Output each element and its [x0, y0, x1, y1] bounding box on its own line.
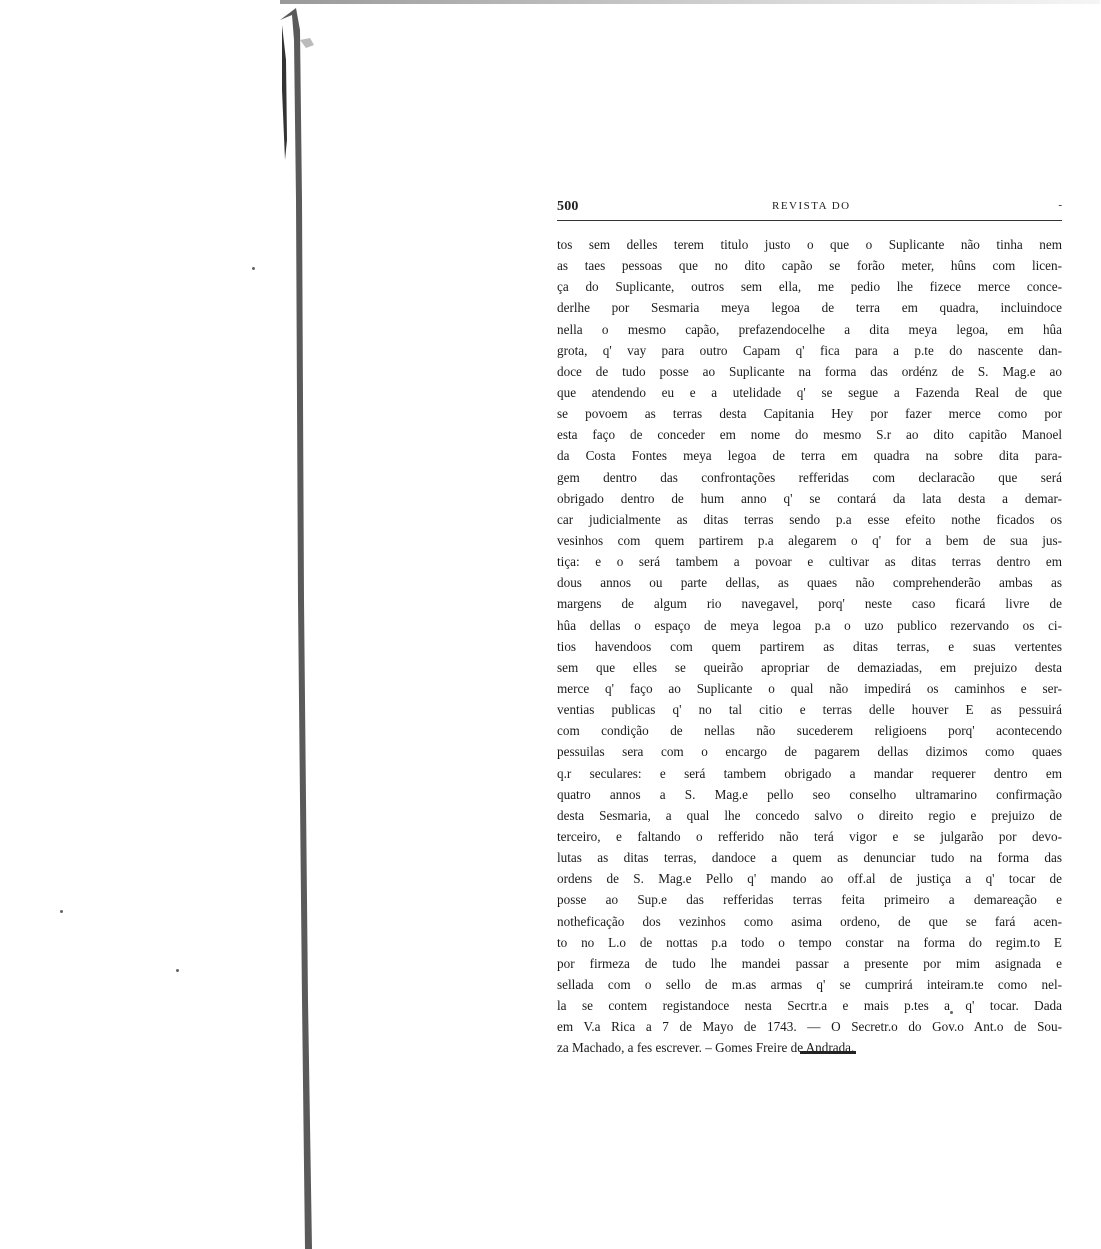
text-line: notheficação dos vezinhos como asima ordeno, de que se fará acen- — [557, 913, 1062, 929]
text-line: la se contem registandoce nesta Secrtr.a e mais p.tes a q' tocar. Dada — [557, 998, 1062, 1014]
page-binding-shadow — [270, 0, 320, 1249]
running-title: REVISTA DO — [772, 200, 851, 212]
text-line: por firmeza de tudo lhe mandei passar a presente por mim asignada e — [557, 955, 1062, 971]
text-line: ventias publicas q' no tal citio e terras delle houver E as pessuirá — [557, 702, 1062, 718]
text-line: da Costa Fontes meya legoa de terra em quadra na sobre dita para- — [557, 448, 1062, 464]
scan-speck — [60, 910, 63, 913]
text-line: gem dentro das confrontações refferidas com declaracão que será — [557, 469, 1062, 485]
text-line: terceiro, e faltando o refferido não terá vigor e se julgarão por devo- — [557, 828, 1062, 844]
text-line: q.r seculares: e será tambem obrigado a mandar requerer dentro em — [557, 765, 1062, 781]
scan-top-streak — [280, 0, 1100, 4]
text-line: sellada com o sello de m.as armas q' se cumprirá inteiram.te como nel- — [557, 976, 1062, 992]
text-line: desta Sesmaria, a qual lhe concedo salvo o direito regio e prejuizo de — [557, 807, 1062, 823]
text-line: tiça: e o será tambem a povoar e cultivar as ditas terras dentro em — [557, 554, 1062, 570]
scan-speck — [252, 267, 255, 270]
text-line: ça do Suplicante, outros sem ella, me pedio lhe fizece merce conce- — [557, 279, 1062, 295]
text-line: obrigado dentro de hum anno q' se contará da lata desta a demar- — [557, 490, 1062, 506]
text-line: ordens de S. Mag.e Pello q' mando ao off.al de justiça a q' tocar de — [557, 871, 1062, 887]
text-line: vesinhos com quem partirem p.a alegarem o q' for a bem de sua jus- — [557, 532, 1062, 548]
text-line: car judicialmente as ditas terras sendo p.a esse efeito nothe ficados os — [557, 511, 1062, 527]
text-line: em V.a Rica a 7 de Mayo de 1743. — O Secretr.o do Gov.o Ant.o de Sou- — [557, 1019, 1062, 1035]
text-line: tios havendoos com quem partirem as ditas terras, e suas vertentes — [557, 638, 1062, 654]
text-line: tos sem delles terem titulo justo o que o Suplicante não tinha nem — [557, 237, 1062, 252]
page-number: 500 — [557, 199, 579, 214]
text-line: posse ao Sup.e das refferidas terras feita primeiro a demareação e — [557, 892, 1062, 908]
text-line: doce de tudo posse ao Suplicante na forma das ordénz de S. Mag.e ao — [557, 363, 1062, 379]
text-line: pessuilas sera com o encargo de pagarem dellas dizimos como quaes — [557, 744, 1062, 760]
text-line: margens de algum rio navegavel, porq' neste caso ficará livre de — [557, 596, 1062, 612]
header-mark: - — [1058, 199, 1062, 211]
text-line: esta faço de conceder em nome do mesmo S.r ao dito capitão Manoel — [557, 427, 1062, 443]
text-line: to no L.o de nottas p.a todo o tempo constar na forma do regim.to E — [557, 934, 1062, 950]
text-line: derlhe por Sesmaria meya legoa de terra em quadra, incluindoce — [557, 300, 1062, 316]
text-line: dous annos ou parte dellas, as quaes não comprehenderão ambas as — [557, 575, 1062, 591]
header-rule — [557, 220, 1062, 221]
text-line: se povoem as terras desta Capitania Hey por fazer merce como por — [557, 406, 1062, 422]
text-line: quatro annos a S. Mag.e pello seo conselho ultramarino confirmação — [557, 786, 1062, 802]
text-line: nella o mesmo capão, prefazendocelhe a dita meya legoa, em hûa — [557, 321, 1062, 337]
text-line: as taes pessoas que no dito capão se forão meter, hûns com licen- — [557, 258, 1062, 274]
scan-speck — [176, 969, 179, 972]
page-header — [557, 199, 1062, 221]
text-line: hûa dellas o espaço de meya legoa p.a o uzo publico rezervando os ci- — [557, 617, 1062, 633]
end-rule — [800, 1051, 856, 1054]
text-line: com condição de nellas não sucederem religioens porq' acontecendo — [557, 723, 1062, 739]
text-line: lutas as ditas terras, dandoce a quem as denunciar tudo na forma das — [557, 850, 1062, 866]
text-line: que atendendo eu e a utelidade q' se segue a Fazenda Real de que — [557, 384, 1062, 400]
text-line: za Machado, a fes escrever. – Gomes Freire de Andrada. — [557, 1040, 855, 1056]
text-line: grota, q' vay para outro Capam q' fica para a p.te do nascente dan- — [557, 342, 1062, 358]
document-body — [557, 234, 1062, 1058]
text-line: merce q' faço ao Suplicante o qual não impedirá os caminhos e ser- — [557, 680, 1062, 696]
text-line: sem que elles se queirão apropriar de demaziadas, em prejuizo desta — [557, 659, 1062, 675]
